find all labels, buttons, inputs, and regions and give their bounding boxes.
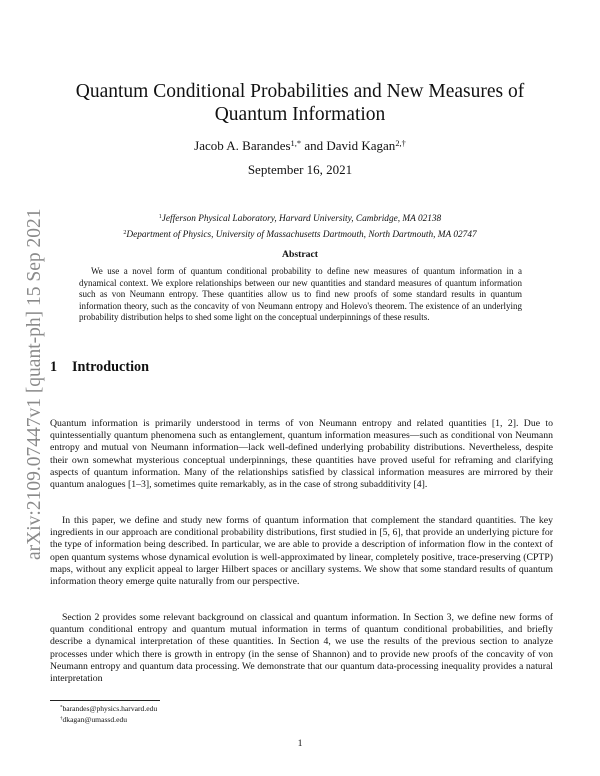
paper-title: Quantum Conditional Probabilities and New Measures of Quantum Information	[75, 81, 525, 125]
affiliation-2-text: Department of Physics, University of Massachusetts Dartmouth, North Dartmouth, MA 02747	[126, 230, 477, 240]
footnote-1	[60, 704, 157, 713]
section-title: Introduction	[72, 359, 149, 375]
footnote-2	[60, 715, 127, 724]
intro-paragraph-1: Quantum information is primarily understood in terms of von Neumann entropy and related quantities [1, 2]. Due to quintessentially quantum phenomena such as entanglement, quantum information measures—such as conditional von Neumann entropy and mutual von Neumann information—lack well-defined underlying probability distributions. Nevertheless, despite their own somewhat mysterious conceptual underpinnings, these quantities have proved useful for reframing and clarifying aspects of quantum information. Many of the relationships satisfied by classical information measures are mirrored by their quantum analogues [1–3], sometimes quite remarkably, as in the case of strong subadditivity [4].	[50, 418, 553, 491]
affiliation-2-marker: 2	[123, 229, 127, 236]
intro-paragraph-2: In this paper, we define and study new forms of quantum information that complement the standard quantities. The key ingredients in our approach are conditional probability distributions, first studied in [5, 6], that provide an underlying picture for the type of information being described. In particular, we are able to provide a description of information flow in the context of open quantum systems whose dynamical evolution is well-approximated by linear, completely positive, trace-preserving (CPTP) maps, without any explicit appeal to larger Hilbert spaces or ancillary systems. We show that some standard results of quantum information theory emerge quite naturally from our perspective.	[50, 515, 553, 588]
arxiv-stamp	[8, 180, 45, 570]
footnote-rule	[50, 700, 160, 701]
author-conjunction: and	[301, 138, 327, 153]
author-2-marker: 2,†	[395, 137, 406, 148]
section-heading	[50, 359, 149, 376]
footnote-1-marker: *	[60, 705, 63, 711]
paper-date: September 16, 2021	[247, 162, 353, 177]
abstract-heading: Abstract	[281, 249, 319, 260]
affiliation-1-text: Jefferson Physical Laboratory, Harvard University, Cambridge, MA 02138	[161, 214, 442, 224]
author-1: Jacob A. Barandes	[194, 138, 291, 153]
affiliation-2	[50, 230, 550, 240]
arxiv-stamp-text: arXiv:2109.07447v1 [quant-ph] 15 Sep 2021	[24, 208, 45, 560]
section-number: 1	[50, 359, 58, 375]
author-2: David Kagan	[326, 138, 396, 153]
abstract-text: We use a novel form of quantum conditional probability to define new measures of quantum information in a dynamical context. We explore relationships between our new quantities and standard measures of quantum information such as von Neumann entropy. These quantities allow us to find new proofs of some standard results in quantum information theory, such as the concavity of von Neumann entropy and Holevo's theorem. The existence of an underlying probability distribution helps to shed some light on the conceptual underpinnings of these results.	[79, 266, 522, 323]
author-1-marker: 1,*	[290, 137, 302, 148]
affiliation-1	[50, 214, 550, 224]
footnote-2-marker: †	[60, 716, 63, 722]
page-number: 1	[297, 738, 303, 749]
author-line	[60, 138, 540, 154]
footnote-2-email[interactable]: dkagan@umassd.edu	[62, 715, 128, 724]
intro-paragraph-3: Section 2 provides some relevant background on classical and quantum information. In Section 3, we define new forms of quantum conditional entropy and quantum mutual information in terms of quantum conditional probabilities, and briefly describe a dynamical interpretation of these quantities. In Section 4, we use the results of the previous section to analyze processes under which there is growth in entropy (in the sense of Shannon) and to provide new proofs of the concavity of von Neumann entropy and quantum data processing. We demonstrate that our quantum data-processing inequality provides a natural interpretation	[50, 612, 553, 685]
affiliation-1-marker: 1	[158, 213, 162, 220]
footnote-1-email[interactable]: barandes@physics.harvard.edu	[62, 704, 158, 713]
